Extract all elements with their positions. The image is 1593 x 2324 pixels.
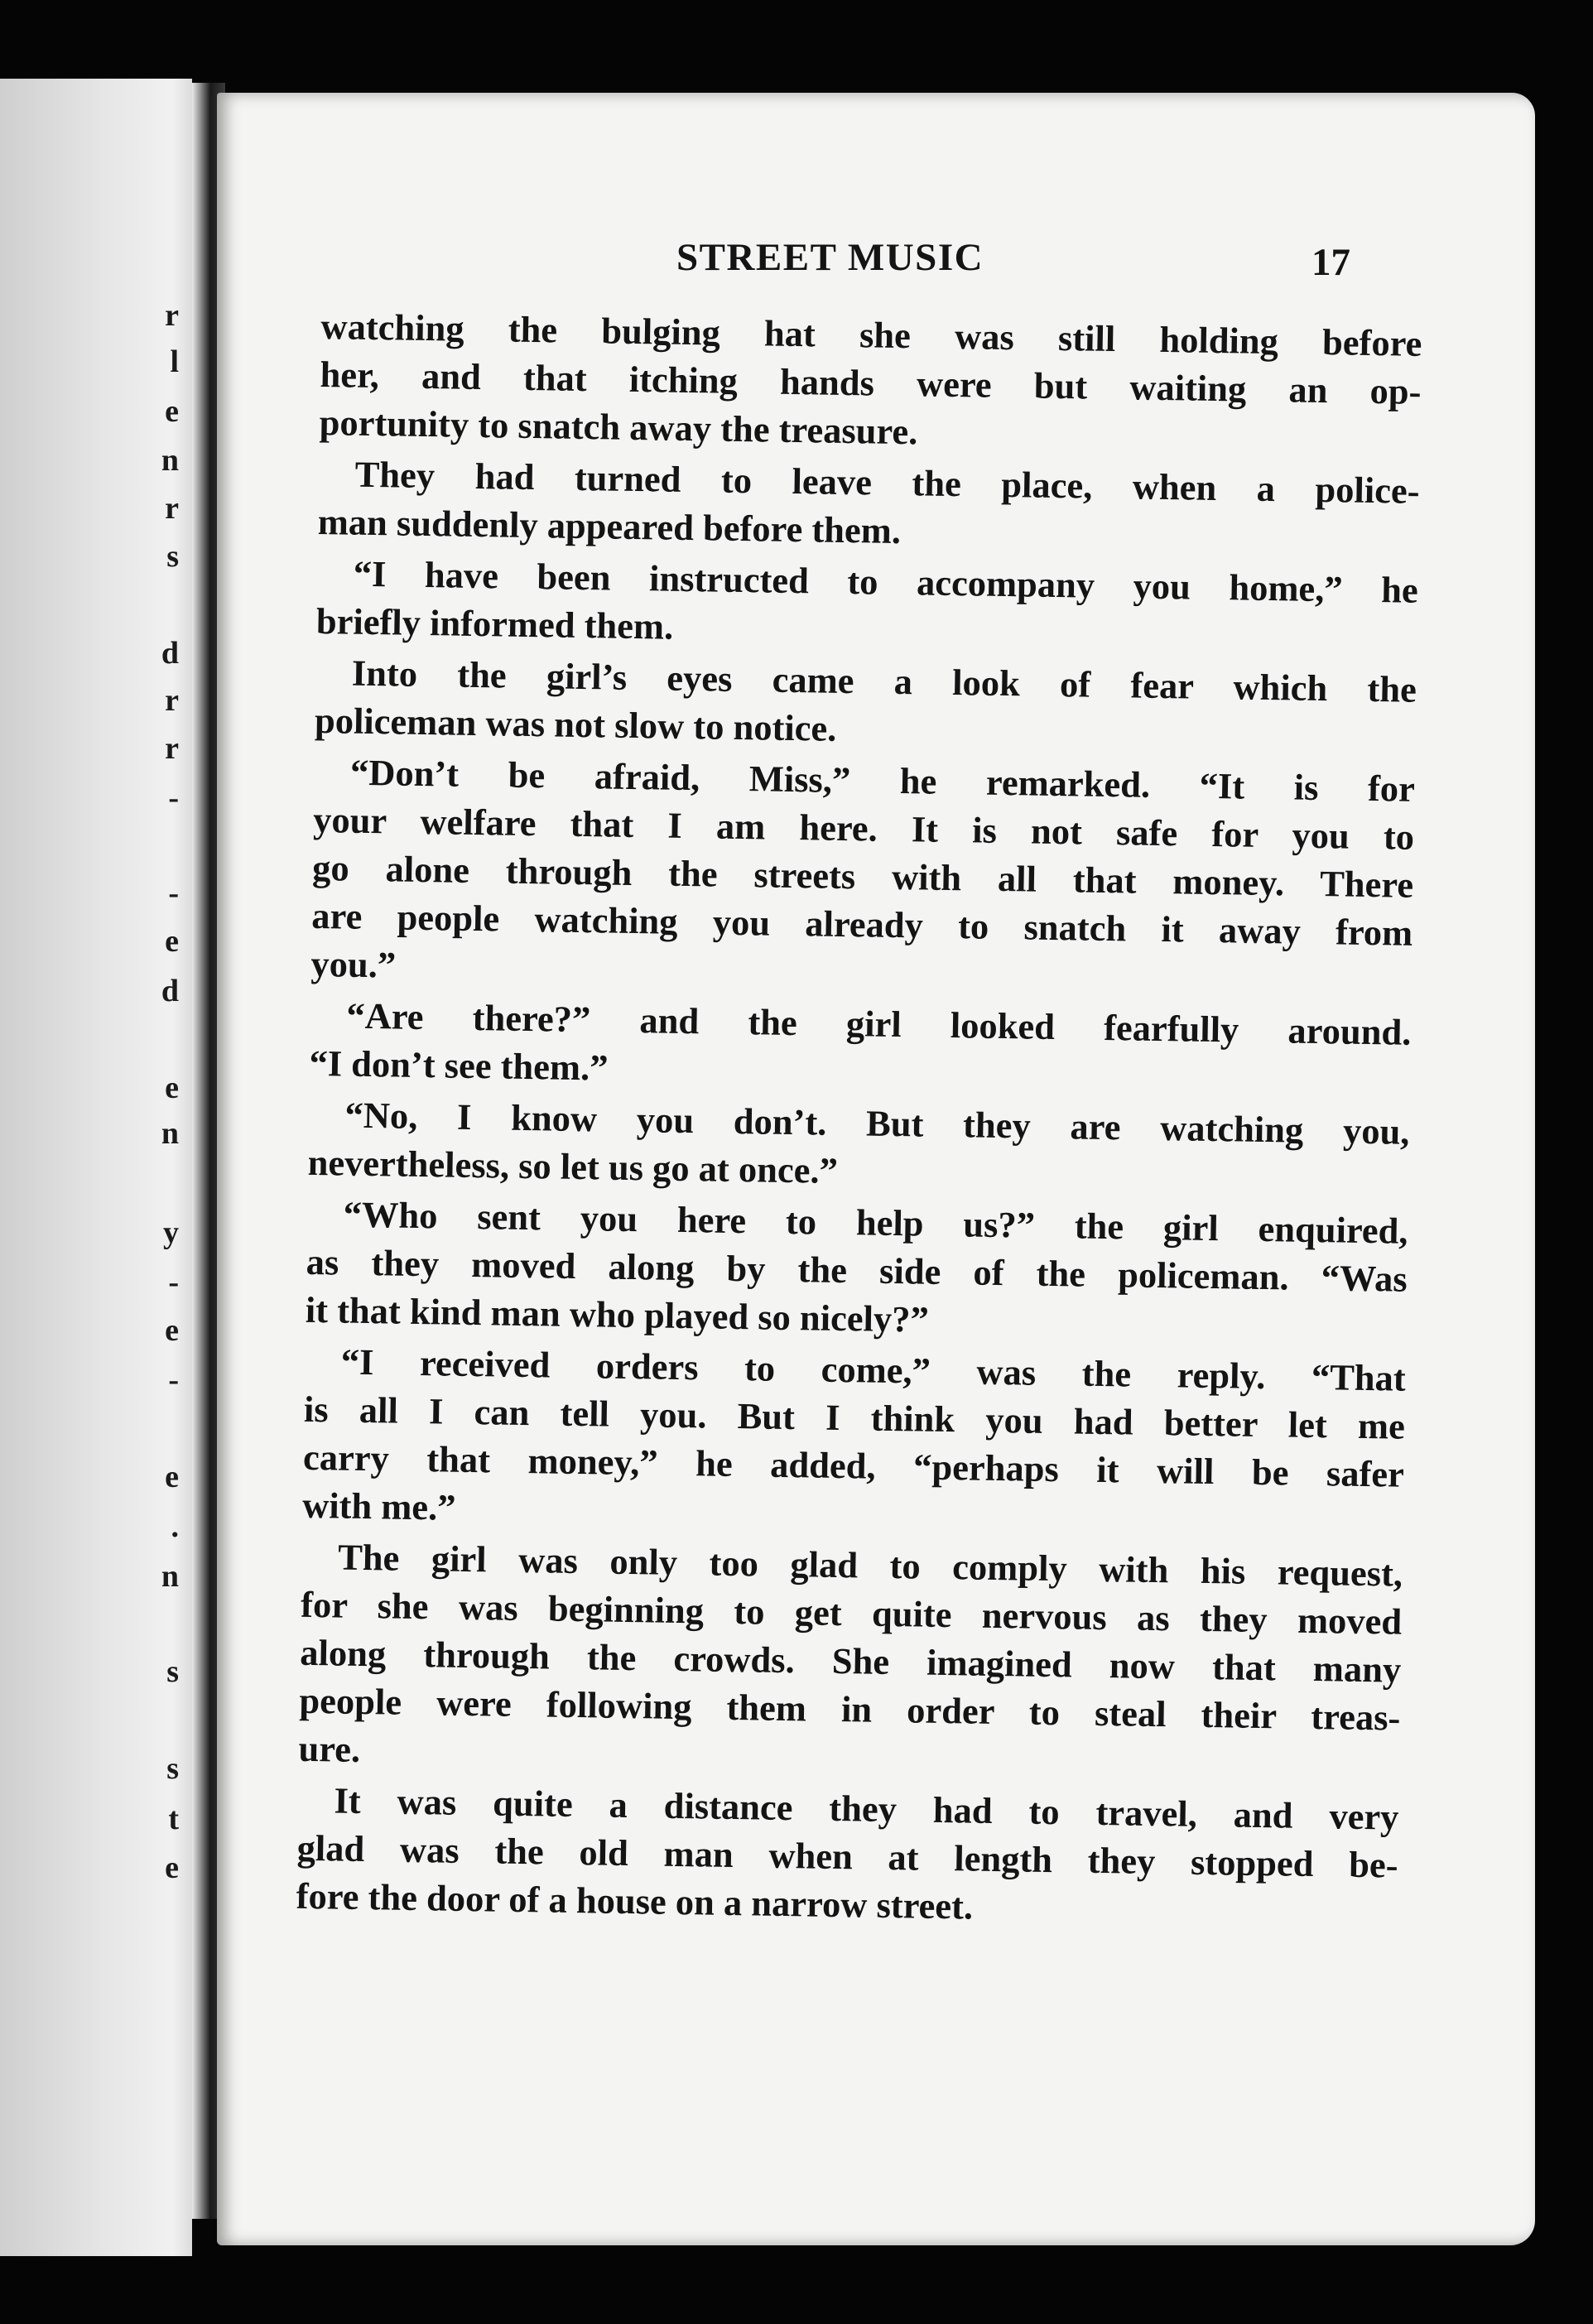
text-line: Into the girl’s eyes came a look of fear which the: [351, 652, 1417, 710]
text-line: “No, I know you don’t. But they are watching you,: [344, 1094, 1410, 1152]
left-page-letter: s: [166, 1654, 179, 1689]
text-line: your welfare that I am here. It is not safe for you to: [312, 798, 1415, 858]
page-number: 17: [1311, 241, 1350, 284]
left-page-letter: d: [161, 974, 179, 1008]
text-line: as they moved along by the side of the policeman. “Was: [306, 1240, 1408, 1300]
text-line: policeman was not slow to notice.: [314, 699, 837, 749]
left-page-letter: -: [168, 1265, 179, 1300]
body-text: [296, 302, 1422, 1941]
left-page-letter: r: [165, 298, 179, 333]
text-line: are people watching you already to snatch it away from: [310, 894, 1413, 954]
text-line: fore the door of a house on a narrow street.: [296, 1874, 974, 1927]
text-line: portunity to snatch away the treasure.: [319, 401, 918, 453]
text-line: go alone through the streets with all that money. There: [311, 846, 1414, 906]
text-line: for she was beginning to get quite nervous as they moved: [300, 1583, 1403, 1643]
text-line: They had turned to leave the place, when a police-: [354, 453, 1420, 512]
left-page-letter: e: [165, 1313, 179, 1348]
paragraph: [317, 450, 1420, 563]
text-line: The girl was only too glad to comply with his request,: [337, 1536, 1403, 1595]
text-line: ure.: [298, 1727, 361, 1770]
paragraph: [298, 1532, 1403, 1790]
text-line: glad was the old man when at length they stopped be-: [296, 1826, 1398, 1886]
paragraph: [309, 991, 1412, 1104]
text-line: briefly informed them.: [315, 599, 674, 647]
left-page-letter: n: [161, 443, 179, 478]
left-page-letter: l: [170, 344, 179, 379]
left-page-letter: e: [165, 1071, 179, 1105]
text-line: “I received orders to come,” was the reply. “That: [340, 1340, 1407, 1399]
paragraph: [315, 648, 1417, 762]
text-line: people were following them in order to steal their treas-: [299, 1679, 1401, 1739]
paragraph: [319, 302, 1422, 464]
text-line: “Don’t be afraid, Miss,” he remarked. “It is for: [349, 751, 1416, 810]
paragraph: [296, 1776, 1399, 1937]
left-page-letter: r: [165, 683, 179, 718]
text-line: is all I can tell you. But I think you had better let me: [303, 1388, 1406, 1447]
text-line: with me.”: [301, 1484, 456, 1528]
book-page: [217, 93, 1535, 2245]
left-page-letter: e: [165, 1850, 179, 1885]
text-line: nevertheless, so let us go at once.”: [307, 1141, 839, 1191]
text-line: “I don’t see them.”: [309, 1042, 609, 1089]
text-line: it that kind man who played so nicely?”: [305, 1288, 930, 1340]
left-page-letter: e: [165, 924, 179, 959]
left-page-letter: y: [163, 1215, 179, 1250]
text-line: along through the crowds. She imagined now that many: [299, 1631, 1402, 1691]
left-page-letter: e: [165, 1460, 179, 1494]
left-page-letter: e: [165, 394, 179, 429]
paragraph: [302, 1337, 1406, 1547]
text-line: It was quite a distance they had to travel, and very: [334, 1779, 1399, 1838]
left-page-letter: s: [166, 539, 179, 574]
left-page-letter: r: [165, 491, 179, 526]
paragraph: [305, 1190, 1408, 1351]
left-page-letter: s: [166, 1751, 179, 1786]
left-page-letter: n: [161, 1116, 179, 1151]
left-page-edge: [0, 79, 192, 2256]
paragraph: [315, 549, 1418, 662]
left-page-letter: d: [161, 636, 179, 671]
left-page-letter: t: [168, 1802, 179, 1836]
left-page-letter: r: [165, 731, 179, 766]
text-line: “I have been instructed to accompany you home,” he: [353, 552, 1419, 611]
left-page-letter: -: [168, 781, 179, 816]
paragraph: [310, 748, 1415, 1005]
running-head: STREET MUSIC: [676, 236, 984, 279]
text-line: “Who sent you here to help us?” the girl enquired,: [343, 1193, 1408, 1252]
text-line: her, and that itching hands were but waiting an op-: [320, 353, 1422, 412]
left-page-letter: n: [161, 1559, 179, 1594]
text-line: man suddenly appeared before them.: [317, 500, 902, 552]
left-page-letter: -: [168, 876, 179, 911]
text-line: watching the bulging hat she was still holding before: [320, 305, 1422, 364]
paragraph: [307, 1090, 1410, 1204]
left-page-letter: -: [168, 1363, 179, 1398]
text-line: you.”: [310, 942, 397, 986]
left-page-letter: .: [171, 1509, 179, 1544]
text-line: carry that money,” he added, “perhaps it will be safer: [302, 1436, 1405, 1495]
page-header: [217, 235, 1535, 285]
text-line: “Are there?” and the girl looked fearfully around.: [346, 994, 1412, 1053]
